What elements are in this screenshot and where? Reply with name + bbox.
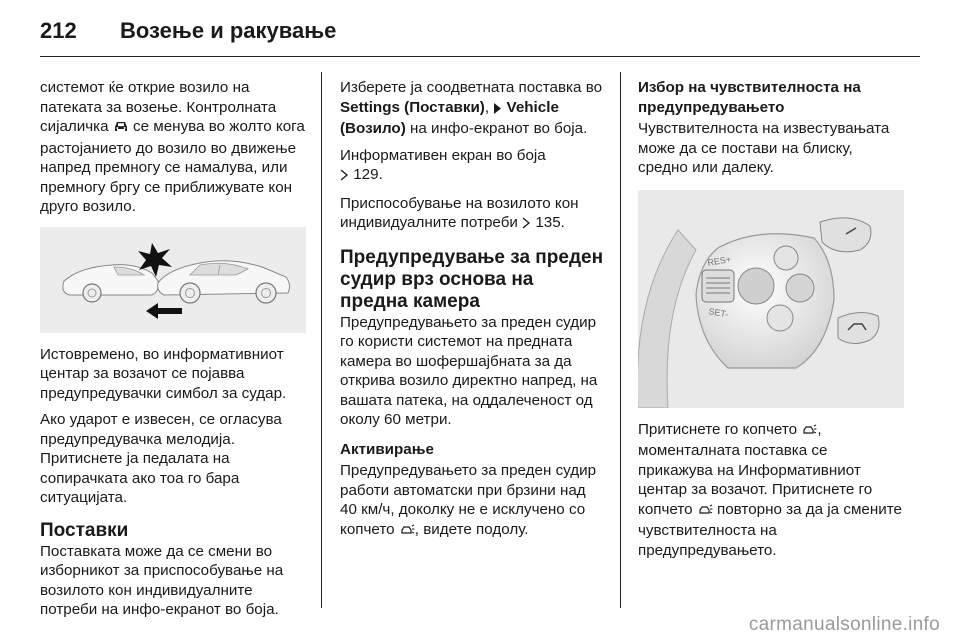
menu-vehicle-label: Vehicle (Возило) xyxy=(340,98,559,137)
steering-wheel-illustration xyxy=(638,190,904,408)
column-divider-2 xyxy=(620,72,621,608)
paragraph-chime: Ако ударот е извесен, се огласува предупредувачка мелодија. Притиснете ја педалата на сопирачката ако тоа го бара ситуацијата. xyxy=(40,411,282,506)
car-warning-icon xyxy=(113,119,129,139)
page-ref-arrow-icon xyxy=(522,215,531,235)
arrow-left-icon xyxy=(146,303,182,319)
collision-button-icon xyxy=(801,422,817,442)
paragraph-front-camera: Предупредувањето за преден судир го користи системот на предната камера во шофершајбната за да открива возило директно напред, на вашата патека, на оддалеченост од околу 60 метри. xyxy=(340,313,598,428)
menu-settings-label: Settings (Поставки) xyxy=(340,98,485,116)
paragraph-press-button: Притиснете го копчето , моменталната поставка се прикажува на Информативниот центар за возачот. Притиснете го копчето повторно за да ја смените чувствителноста на предупредувањето. xyxy=(638,420,902,559)
paragraph-ref-info: Информативен екран во боја 129. xyxy=(340,146,606,187)
cruise-control-button[interactable] xyxy=(738,268,774,304)
follow-distance-button[interactable] xyxy=(838,312,879,343)
collision-illustration xyxy=(40,227,306,333)
page-ref-arrow-icon xyxy=(340,167,349,187)
heading-front-camera: Предупредување за преден судир врз основа на предна камера xyxy=(340,246,604,312)
menu-arrow-icon xyxy=(493,100,502,120)
paragraph-indicator: системот ќе открие возило на патеката за возење. Контролната сијаличка се менува во жолто кога растојанието до возило во движење напред премногу се намалува, или премногу бргу се приближувате кон друго возило. xyxy=(40,79,305,215)
header-rule xyxy=(40,56,920,57)
column-divider-1 xyxy=(321,72,322,608)
paragraph-activation: Предупредувањето за преден судир работи автоматски при брзини над 40 км/ч, доколку не е исклучено со копчето , видете подолу. xyxy=(340,461,606,541)
chapter-title: Возење и ракување xyxy=(120,18,337,43)
front-car-icon xyxy=(158,260,290,302)
paragraph-select-setting: Изберете ја соодветната поставка во Settings (Поставки), Vehicle (Возило) на инфо-екранот во боја. xyxy=(340,79,603,137)
heading-sensitivity: Избор на чувствителноста на предупредувањето xyxy=(638,79,861,116)
collision-button-icon xyxy=(697,502,713,522)
paragraph-ref-personal: Приспособување на возилото кон индивидуалните потреби 135. xyxy=(340,194,606,235)
speed-limiter-button[interactable] xyxy=(774,246,798,270)
adaptive-cruise-button[interactable] xyxy=(786,274,814,302)
collision-alert-button[interactable] xyxy=(820,217,871,251)
rear-car-icon xyxy=(63,264,159,301)
column-1 xyxy=(40,78,306,627)
column-3 xyxy=(638,78,904,567)
res-label: RES+ xyxy=(706,253,732,268)
cancel-button[interactable] xyxy=(767,305,793,331)
column-2 xyxy=(340,78,606,548)
paragraph-symbol: Истовремено, во информативниот центар за возачот се појавва предупредувачки симбол за судар. xyxy=(40,345,287,402)
heading-activation: Активирање xyxy=(340,440,434,458)
heading-settings: Поставки xyxy=(40,519,129,541)
collision-button-icon xyxy=(399,522,415,542)
watermark: carmanualsonline.info xyxy=(748,614,940,635)
set-label: SET- xyxy=(707,305,730,319)
res-set-roller[interactable] xyxy=(702,270,734,302)
page-number: 212 xyxy=(40,18,77,43)
page-header xyxy=(40,18,336,54)
paragraph-sensitivity: Чувствителноста на известувањата може да се постави на блиску, средно или далеку. xyxy=(638,120,890,176)
paragraph-settings: Поставката може да се смени во изборникот за приспособување на возилото кон индивидуалните потреби на инфо-екранот во боја. xyxy=(40,542,284,618)
